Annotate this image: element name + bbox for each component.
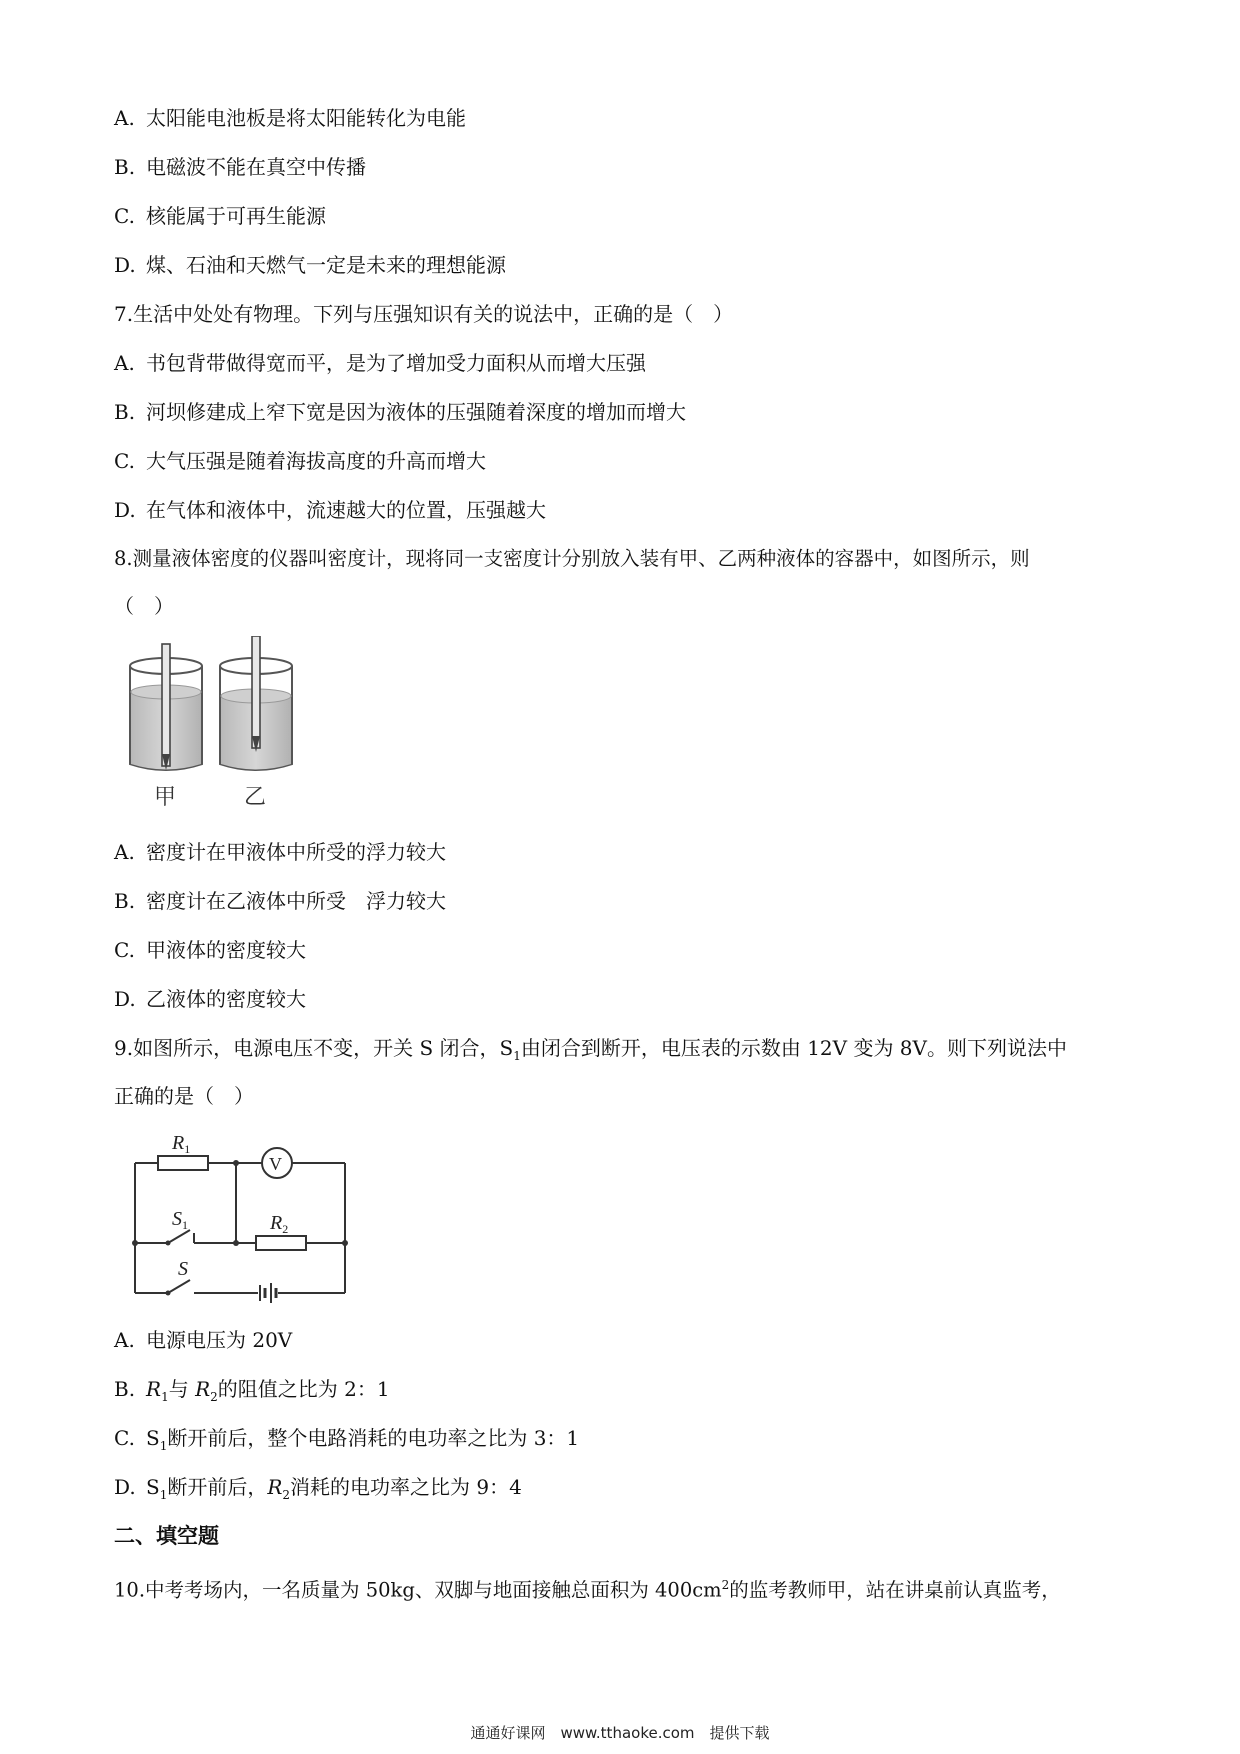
hydrometer-jia — [162, 644, 170, 770]
q7-stem: 7.生活中处处有物理。下列与压强知识有关的说法中，正确的是（ ） — [114, 302, 734, 326]
q8-option-c: C. 甲液体的密度较大 — [114, 938, 306, 962]
q9-option-d: D. $S_1$断开前后，$R_2$消耗的电功率之比为 9：4 — [114, 1475, 522, 1502]
hydrometer-yi — [252, 636, 260, 752]
hydrometer-figure — [120, 636, 300, 811]
resistor-r2 — [256, 1236, 306, 1250]
label-r2: $R_2$ — [270, 1212, 289, 1236]
q6-option-c: C. 核能属于可再生能源 — [114, 204, 326, 228]
page-footer: 通通好课网 www.tthaoke.com 提供下载 — [470, 1724, 770, 1742]
label-s: S — [178, 1258, 188, 1280]
battery-icon — [260, 1283, 276, 1303]
q6-option-d: D. 煤、石油和天燃气一定是未来的理想能源 — [114, 253, 506, 277]
resistor-r1 — [158, 1156, 208, 1170]
section-title-fill-in: 二、填空题 — [114, 1524, 219, 1548]
q8-option-b: B. 密度计在乙液体中所受 浮力较大 — [114, 889, 446, 913]
q9-stem-line2: 正确的是（ ） — [114, 1084, 254, 1108]
q9-option-c: C. $S_1$断开前后，整个电路消耗的电功率之比为 3：1 — [114, 1426, 580, 1453]
q6-option-a: A. 太阳能电池板是将太阳能转化为电能 — [114, 106, 466, 130]
figure-label-yi: 乙 — [244, 784, 267, 809]
q7-option-c: C. 大气压强是随着海拔高度的升高而增大 — [114, 449, 486, 473]
q6-option-b: B. 电磁波不能在真空中传播 — [114, 155, 366, 179]
q7-option-b: B. 河坝修建成上窄下宽是因为液体的压强随着深度的增加而增大 — [114, 400, 686, 424]
q7-option-d: D. 在气体和液体中，流速越大的位置，压强越大 — [114, 498, 546, 522]
q10-stem: 10.中考考场内，一名质量为 50kg、双脚与地面接触总面积为 $400cm^2$的监考教师甲，站在讲桌前认真监考， — [114, 1578, 1061, 1602]
label-r1: $R_1$ — [172, 1132, 191, 1156]
figure-label-jia: 甲 — [154, 784, 177, 809]
q7-option-a: A. 书包背带做得宽而平，是为了增加受力面积从而增大压强 — [114, 351, 646, 375]
voltmeter-label: V — [269, 1154, 282, 1174]
q8-option-a: A. 密度计在甲液体中所受的浮力较大 — [114, 840, 446, 864]
q9-stem-line1: 9.如图所示，电源电压不变，开关 S 闭合，$S_1$由闭合到断开，电压表的示数由 12V 变为 8V。则下列说法中 — [114, 1036, 1067, 1063]
label-s1: $S_1$ — [172, 1208, 188, 1232]
q8-stem-line2: （ ） — [114, 594, 174, 618]
q9-option-a: A. 电源电压为 20V — [114, 1328, 293, 1352]
circuit-diagram — [120, 1125, 360, 1310]
q9-option-b: B. $R_1$与 $R_2$的阻值之比为 2：1 — [114, 1377, 390, 1404]
q8-option-d: D. 乙液体的密度较大 — [114, 987, 306, 1011]
q8-stem-line1: 8.测量液体密度的仪器叫密度计，现将同一支密度计分别放入装有甲、乙两种液体的容器中，如图所示，则 — [114, 547, 1030, 570]
